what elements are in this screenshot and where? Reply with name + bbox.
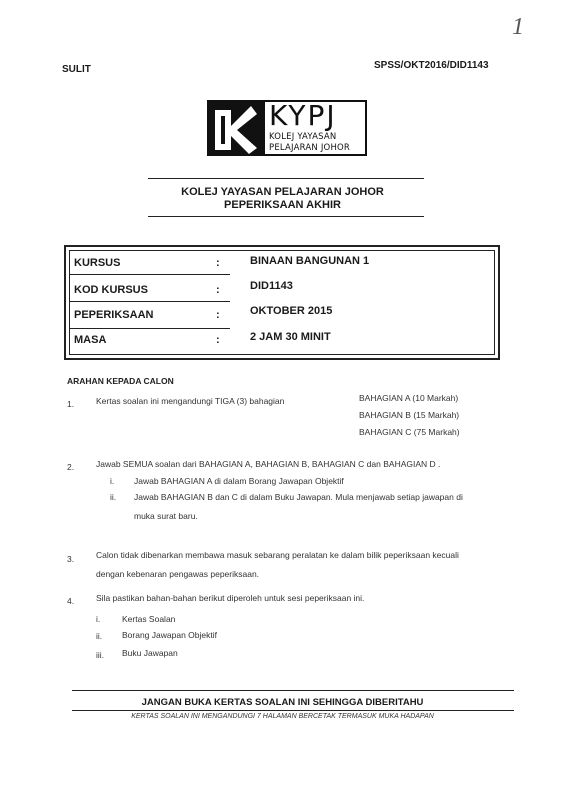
instruction-1-text: Kertas soalan ini mengandungi TIGA (3) bahagian (96, 396, 285, 406)
logo-emblem (207, 100, 263, 156)
sub-item-number: ii. (110, 492, 117, 502)
page-count-note: KERTAS SOALAN INI MENGANDUNGI 7 HALAMAN BERCETAK TERMASUK MUKA HADAPAN (131, 713, 434, 720)
material-question-paper: Kertas Soalan (122, 614, 176, 624)
info-value-peperiksaan: OKTOBER 2015 (250, 305, 333, 317)
classification-label: SULIT (62, 64, 91, 75)
kypj-logo (207, 100, 367, 156)
instruction-2ii-continuation: muka surat baru. (134, 511, 198, 521)
info-separator: : (216, 257, 220, 269)
footer-rule-top (72, 690, 514, 691)
material-answer-booklet: Buku Jawapan (122, 648, 178, 658)
row-divider (70, 301, 230, 302)
info-separator: : (216, 309, 220, 321)
info-value-masa: 2 JAM 30 MINIT (250, 331, 331, 343)
instruction-number: 1. (67, 399, 75, 409)
exam-title: PEPERIKSAAN AKHIR (224, 199, 341, 211)
section-a-marks: BAHAGIAN A (10 Markah) (359, 393, 459, 403)
instruction-3-text: Calon tidak dibenarkan membawa masuk sebarang peralatan ke dalam bilik peperiksaan kecuali (96, 550, 459, 560)
logo-line-2: PELAJARAN JOHOR (269, 143, 351, 153)
instructions-heading: ARAHAN KEPADA CALON (67, 376, 174, 386)
title-rule-top (148, 178, 424, 179)
sub-item-number: i. (96, 614, 101, 624)
material-objective-answer-sheet: Borang Jawapan Objektif (122, 630, 217, 640)
info-label-peperiksaan: PEPERIKSAAN (74, 309, 154, 321)
logo-wordmark: KYPJ (269, 99, 337, 132)
info-separator: : (216, 284, 220, 296)
handwritten-page-number: 1 (512, 14, 524, 40)
instruction-number: 4. (67, 596, 75, 606)
instruction-number: 3. (67, 554, 75, 564)
row-divider (70, 274, 230, 275)
instruction-2-text: Jawab SEMUA soalan dari BAHAGIAN A, BAHAGIAN B, BAHAGIAN C dan BAHAGIAN D . (96, 459, 441, 469)
section-c-marks: BAHAGIAN C (75 Markah) (359, 427, 460, 437)
do-not-open-warning: JANGAN BUKA KERTAS SOALAN INI SEHINGGA DIBERITAHU (141, 697, 424, 708)
instruction-3-continuation: dengan kebenaran pengawas peperiksaan. (96, 569, 260, 579)
instruction-2i-text: Jawab BAHAGIAN A di dalam Borang Jawapan Objektif (134, 476, 344, 486)
info-label-kod-kursus: KOD KURSUS (74, 284, 148, 296)
info-value-kursus: BINAAN BANGUNAN 1 (250, 255, 370, 267)
section-b-marks: BAHAGIAN B (15 Markah) (359, 410, 460, 420)
info-value-kod-kursus: DID1143 (250, 280, 293, 292)
sub-item-number: i. (110, 476, 115, 486)
title-rule-bottom (148, 216, 424, 217)
sub-item-number: ii. (96, 631, 103, 641)
institution-title: KOLEJ YAYASAN PELAJARAN JOHOR (181, 186, 384, 198)
instruction-2ii-text: Jawab BAHAGIAN B dan C di dalam Buku Jawapan. Mula menjawab setiap jawapan di (134, 492, 463, 502)
instruction-number: 2. (67, 462, 75, 472)
sub-item-number: iii. (96, 650, 105, 660)
info-label-masa: MASA (74, 334, 107, 346)
paper-code: SPSS/OKT2016/DID1143 (374, 60, 489, 71)
info-separator: : (216, 334, 220, 346)
logo-line-1: KOLEJ YAYASAN (269, 132, 337, 142)
logo-wordmark-box (263, 100, 367, 156)
footer-rule-bottom (72, 710, 514, 711)
row-divider (70, 328, 230, 329)
instruction-4-text: Sila pastikan bahan-bahan berikut diperoleh untuk sesi peperiksaan ini. (96, 593, 365, 603)
info-label-kursus: KURSUS (74, 257, 121, 269)
